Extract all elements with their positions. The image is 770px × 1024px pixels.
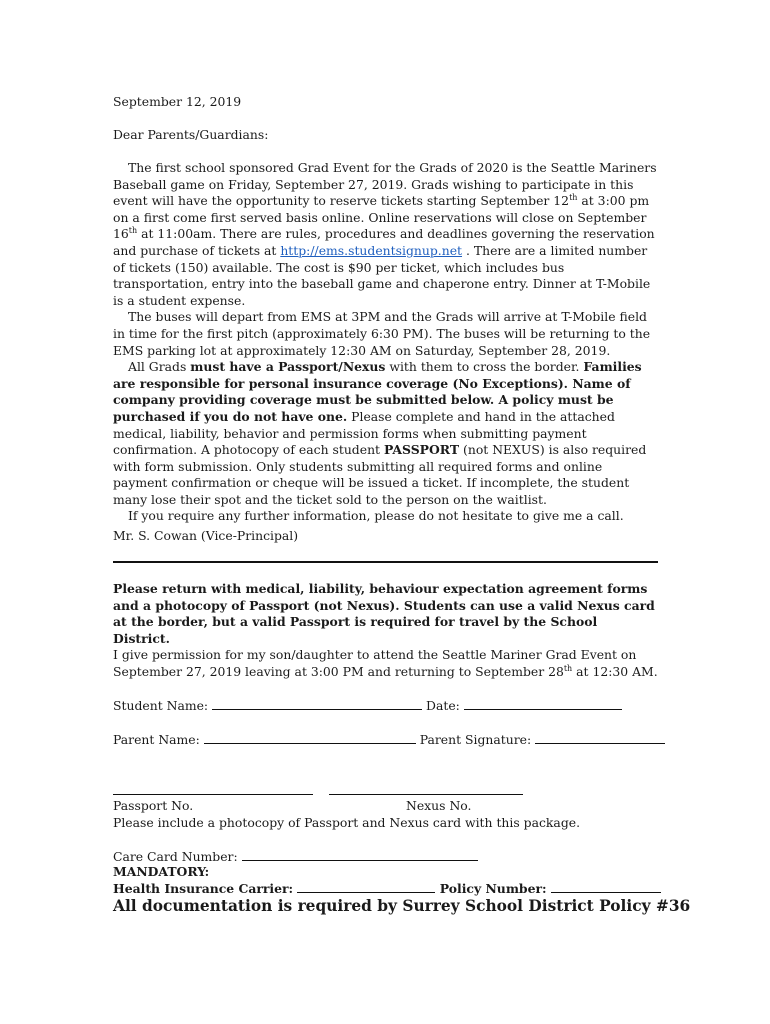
paragraph-contact: If you require any further information, please do not hesitate to give me a call. [128,508,624,524]
passport-requirement: must have a Passport/Nexus [190,359,386,375]
para3-text-c: with them to cross the border. [385,359,584,375]
student-name-field[interactable] [212,697,422,710]
policy-number-label: Policy Number: [439,881,547,896]
para1-text-d: . There are a limited number of tickets (150) available. The cost is $90 per ticket, which includes bus transportation, entry into the baseball game and chaperone entry. Dinner at T-Mobile is a student expense. [113,242,651,308]
return-note: Please return with medical, liability, behaviour expectation agreement forms and a photocopy of Passport (not Nexus). Students can use a valid Nexus card at the border, but a valid Passport is required for travel by the School District. [113,581,655,646]
salutation: Dear Parents/Guardians: [113,127,269,142]
signup-link[interactable]: http://ems.studentsignup.net [280,242,463,258]
para3-text-e: (not NEXUS) is also required with form submission. Only students submitting all required forms and online payment confirmation or cheque will be issued a ticket. If incomplete, the student many lose their spot and the ticket sold to the person on the waitlist. [113,442,647,507]
divider [113,561,658,563]
para3-text-d: Please complete and hand in the attached medical, liability, behavior and permission forms when submitting payment confirmation. A photocopy of each student [113,408,615,458]
letter-date: September 12, 2019 [113,94,242,109]
policy-statement: All documentation is required by Surrey School District Policy #36 [113,897,691,915]
policy-number-field[interactable] [551,880,661,893]
student-row [113,697,622,715]
paragraph-buses: The buses will depart from EMS at 3PM and the Grads will arrive at T-Mobile field in time for the first pitch (approximately 6:30 PM). The buses will be returning to the EMS parking lot at approximately 12:30 AM on Saturday, September 28, 2019. [113,309,651,358]
nexus-number-field[interactable] [329,794,523,795]
student-name-label: Student Name: [113,698,209,713]
passport-label: Passport No. [113,798,194,813]
date-label: Date: [426,698,460,713]
care-card-row [113,848,478,866]
insurance-requirement: Families are responsible for personal insurance coverage (No Exceptions). Name of company providing coverage must be submitted below. A policy must be purchased if you do not have one. [113,359,642,424]
nexus-label: Nexus No. [406,798,472,813]
insurance-row [113,880,661,898]
parent-name-field[interactable] [204,731,416,744]
parent-signature-label: Parent Signature: [419,732,532,747]
mandatory-label: MANDATORY: [113,864,210,879]
paragraph-requirements [113,359,658,508]
para1-text-b: at 3:00 pm on a first come first served basis online. Online reservations will close on September 16 [113,193,650,242]
health-insurance-field[interactable] [297,880,435,893]
permission-text-b: at 12:30 AM. [572,663,658,679]
superscript: th [563,663,573,673]
passport-number-field[interactable] [113,794,313,795]
para3-text-a: All Grads [128,359,191,375]
photocopy-note: Please include a photocopy of Passport and Nexus card with this package. [113,815,581,830]
superscript: th [128,226,138,236]
paragraph-event [113,160,658,309]
date-field[interactable] [464,697,622,710]
para1-text-c: at 11:00am. There are rules, procedures and deadlines governing the reservation and purchase of tickets at [113,226,655,258]
care-card-field[interactable] [242,848,478,861]
permission-statement [113,647,658,680]
health-insurance-label: Health Insurance Carrier: [113,881,294,896]
superscript: th [569,193,578,203]
parent-row [113,731,665,749]
parent-signature-field[interactable] [535,731,665,744]
para1-text-a: The first school sponsored Grad Event for the Grads of 2020 is the Seattle Mariners Baseball game on Friday, September 27, 2019. Grads wishing to participate in this event will have the opportunity to reserve tickets starting September 12 [113,160,657,209]
signature: Mr. S. Cowan (Vice-Principal) [113,528,299,543]
care-card-label: Care Card Number: [113,849,238,864]
parent-name-label: Parent Name: [113,732,200,747]
letter-body [113,160,658,525]
passport-word: PASSPORT [383,442,460,458]
permission-text-a: I give permission for my son/daughter to attend the Seattle Mariner Grad Event on September 27, 2019 leaving at 3:00 PM and returning to September 28 [113,647,637,679]
